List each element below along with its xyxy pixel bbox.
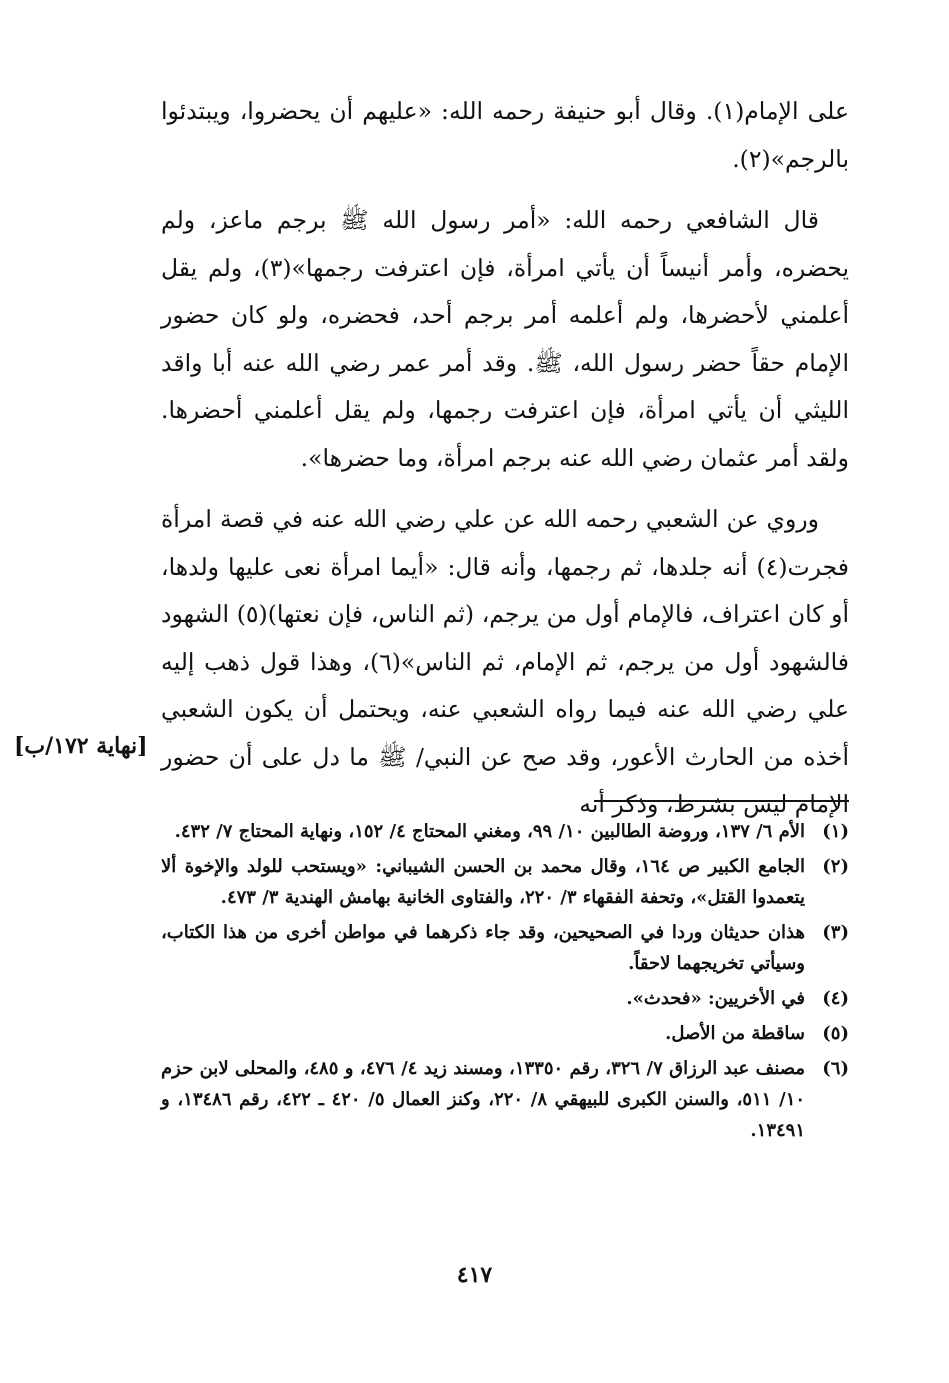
footnote-1 bbox=[161, 816, 849, 847]
footnotes bbox=[161, 816, 849, 1150]
footnote-text: هذان حديثان وردا في الصحيحين، وقد جاء ذكرهما في مواطن أخرى من هذا الكتاب، وسيأتي تخريجهما لاحقاً. bbox=[161, 922, 805, 974]
manuscript-folio-note: [نهاية ١٧٢/ب] bbox=[14, 733, 148, 759]
page-number: ٤١٧ bbox=[456, 1262, 493, 1288]
paragraph-2: قال الشافعي رحمه الله: «أمر رسول الله ﷺ برجم ماعز، ولم يحضره، وأمر أنيساً أن يأتي امرأة، فإن اعترفت رجمها»(٣)، ولم يقل أعلمني لأحضرها، ولم أعلمه أمر برجم أحد، فحضره، ولو كان حضور الإمام حقاً حضر رسول الله، ﷺ. وقد أمر عمر رضي الله عنه أبا واقد الليثي أن يأتي امرأة، فإن اعترفت رجمها، ولم يقل أعلمني أحضرها. ولقد أمر عثمان رضي الله عنه برجم امرأة، وما حضرها». bbox=[161, 206, 849, 472]
paragraph-3: وروي عن الشعبي رحمه الله عن علي رضي الله عنه في قصة امرأة فجرت(٤) أنه جلدها، ثم رجمها، وأنه قال: «أيما امرأة نعى عليها ولدها، أو كان اعتراف، فالإمام أول من يرجم، (ثم الناس، فإن نعتها)(٥) الشهود فالشهود أول من يرجم، ثم الإمام، ثم الناس»(٦)، وهذا قول ذهب إليه علي رضي الله عنه فيما رواه الشعبي عنه، ويحتمل أن يكون الشعبي أخذه من الحارث الأعور، وقد صح عن النبي/ ﷺ ما دل على أن حضور الإمام ليس بشرط، وذكر أنه bbox=[161, 505, 849, 818]
footnote-text: الجامع الكبير ص ١٦٤، وقال محمد بن الحسن الشيباني: «ويستحب للولد والإخوة ألا يتعمدوا القتل»، وتحفة الفقهاء ٣/ ٢٢٠، والفتاوى الخانية بهامش الهندية ٣/ ٤٧٣. bbox=[161, 856, 805, 908]
paragraph-1: على الإمام(١). وقال أبو حنيفة رحمه الله: «عليهم أن يحضروا، ويبتدئوا بالرجم»(٢). bbox=[161, 97, 849, 173]
footnote-number: (١) bbox=[822, 821, 849, 842]
footnote-number: (٥) bbox=[822, 1023, 849, 1044]
footnote-text: مصنف عبد الرزاق ٧/ ٣٢٦، رقم ١٣٣٥٠، ومسند زيد ٤/ ٤٧٦، و ٤٨٥، والمحلى لابن حزم ١٠/ ٥١١، والسنن الكبرى للبيهقي ٨/ ٢٢٠، وكنز العمال ٥/ ٤٢٠ ـ ٤٢٢، رقم ١٣٤٨٦، و ١٣٤٩١. bbox=[161, 1058, 806, 1141]
footnote-number: (٣) bbox=[822, 922, 849, 943]
footnote-number: (٤) bbox=[822, 988, 849, 1009]
footnote-4 bbox=[161, 983, 849, 1014]
footnote-text: ساقطة من الأصل. bbox=[665, 1023, 805, 1044]
footnote-text: في الأخريين: «فحدث». bbox=[626, 988, 805, 1009]
footnote-text: الأم ٦/ ١٣٧، وروضة الطالبين ١٠/ ٩٩، ومغني المحتاج ٤/ ١٥٢، ونهاية المحتاج ٧/ ٤٣٢. bbox=[174, 821, 805, 842]
footnote-number: (٢) bbox=[822, 856, 849, 877]
footnote-3 bbox=[161, 917, 849, 979]
footnote-2 bbox=[161, 851, 849, 913]
footnote-5 bbox=[161, 1018, 849, 1049]
main-text bbox=[161, 88, 849, 843]
footnote-separator bbox=[594, 800, 849, 802]
footnote-number: (٦) bbox=[822, 1058, 849, 1079]
footnote-6 bbox=[161, 1053, 849, 1146]
